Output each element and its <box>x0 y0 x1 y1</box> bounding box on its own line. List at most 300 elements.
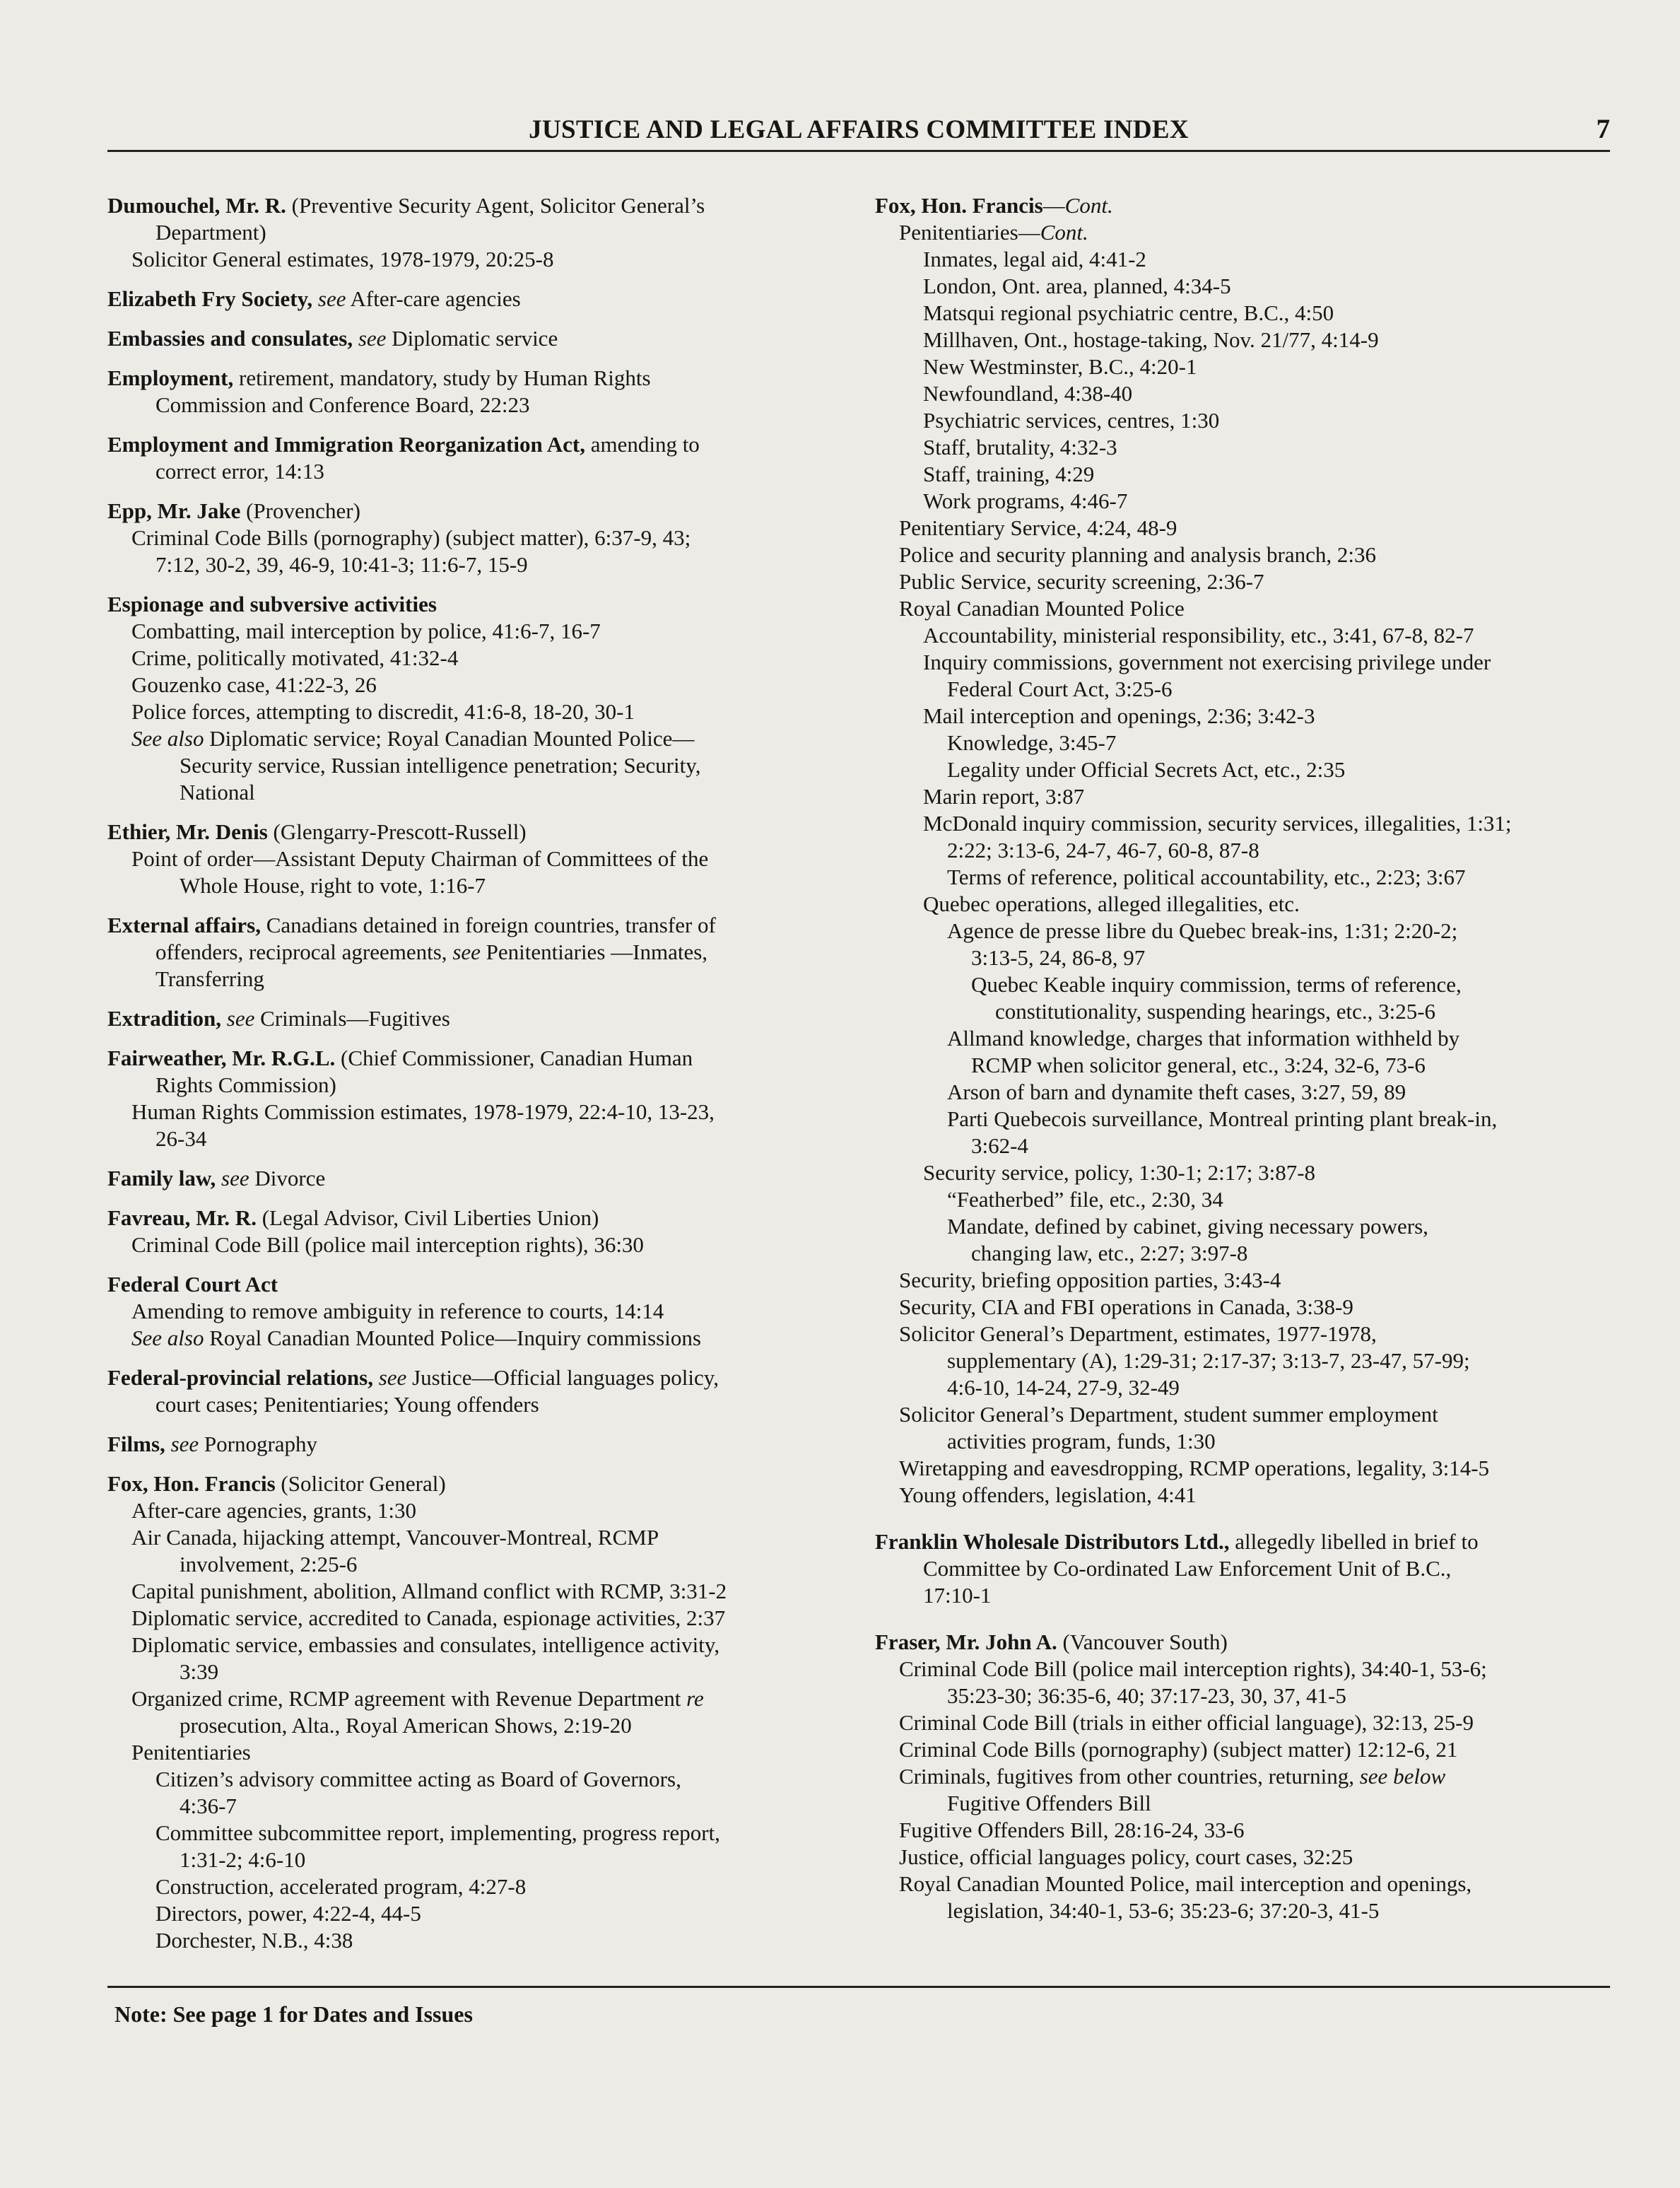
entry-subline <box>875 568 1610 595</box>
entry-italic: see <box>378 1365 407 1390</box>
entry-subline <box>107 1927 842 1954</box>
entry-term: Espionage and subversive activities <box>107 592 437 616</box>
entry-subline <box>875 434 1610 461</box>
entry-heading-line <box>107 1470 842 1497</box>
footer-note: Note: See page 1 for Dates and Issues <box>114 2001 473 2027</box>
entry-text: 2:22; 3:13-6, 24-7, 46-7, 60-8, 87-8 <box>947 838 1259 862</box>
entry-term: Elizabeth Fry Society, <box>107 286 313 311</box>
entry-subline <box>107 458 842 485</box>
entry-subline <box>875 1213 1610 1240</box>
entry-text: Allmand knowledge, charges that information withheld by <box>947 1026 1460 1051</box>
entry-italic: see <box>226 1006 255 1031</box>
entry-text: Penitentiaries <box>131 1740 251 1765</box>
entry-text: Construction, accelerated program, 4:27-8 <box>155 1874 527 1899</box>
entry-text: Committee by Co-ordinated Law Enforcement Unit of B.C., <box>923 1556 1452 1581</box>
entry-text: Terms of reference, political accountability, etc., 2:23; 3:67 <box>947 865 1466 889</box>
entry-subline <box>875 1133 1610 1159</box>
index-entry <box>107 1470 842 1954</box>
entry-subline <box>875 1817 1610 1844</box>
entry-text: (Provencher) <box>240 498 360 523</box>
entry-subline <box>875 1790 1610 1817</box>
entry-text: (Chief Commissioner, Canadian Human <box>335 1046 693 1070</box>
entry-subline <box>875 810 1610 837</box>
entry-text: Penitentiary Service, 4:24, 48-9 <box>899 515 1177 540</box>
entry-subline <box>107 752 842 779</box>
entry-subline <box>875 300 1610 327</box>
entry-subline <box>107 698 842 725</box>
index-entry <box>107 912 842 993</box>
entry-term: Favreau, Mr. R. <box>107 1205 257 1230</box>
entry-term: Fox, Hon. Francis <box>875 193 1043 218</box>
entry-text: Wiretapping and eavesdropping, RCMP operations, legality, 3:14-5 <box>899 1456 1490 1480</box>
entry-text: Committee subcommittee report, implementing, progress report, <box>155 1820 720 1845</box>
entry-text: (Legal Advisor, Civil Liberties Union) <box>256 1205 599 1230</box>
entry-text: Air Canada, hijacking attempt, Vancouver-Montreal, RCMP <box>131 1525 659 1550</box>
index-entry <box>107 1005 842 1032</box>
entry-text: Criminal Code Bill (police mail interception rights), 36:30 <box>131 1232 644 1257</box>
entry-text: legislation, 34:40-1, 53-6; 35:23-6; 37:20-3, 41-5 <box>947 1898 1380 1923</box>
entry-text: Parti Quebecois surveillance, Montreal printing plant break-in, <box>947 1106 1498 1131</box>
entry-text: Mail interception and openings, 2:36; 3:42-3 <box>923 703 1315 728</box>
entry-text: RCMP when solicitor general, etc., 3:24, 32-6, 73-6 <box>971 1053 1426 1077</box>
index-entry <box>107 1271 842 1352</box>
entry-subline <box>107 725 842 752</box>
entry-heading-line <box>107 498 842 525</box>
entry-text: 4:6-10, 14-24, 27-9, 32-49 <box>947 1375 1180 1400</box>
entry-text: Fugitive Offenders Bill <box>947 1791 1151 1815</box>
index-entry <box>107 286 842 312</box>
entry-subline <box>107 1685 842 1712</box>
index-entry <box>107 365 842 419</box>
entry-text: changing law, etc., 2:27; 3:97-8 <box>971 1241 1248 1265</box>
entry-heading-line <box>107 431 842 458</box>
entry-heading-line <box>107 1205 842 1232</box>
entry-heading-line <box>107 1005 842 1032</box>
entry-text: Criminals, fugitives from other countries, returning, <box>899 1764 1360 1789</box>
entry-text: 3:13-5, 24, 86-8, 97 <box>971 945 1146 970</box>
entry-text: Legality under Official Secrets Act, etc., 2:35 <box>947 757 1346 782</box>
entry-subline <box>107 1099 842 1125</box>
entry-subline <box>107 966 842 993</box>
entry-text: 26-34 <box>155 1126 207 1151</box>
entry-subline <box>107 1524 842 1551</box>
entry-subline <box>875 703 1610 730</box>
entry-subline <box>875 219 1610 246</box>
entry-text: Solicitor General’s Department, estimates, 1977-1978, <box>899 1321 1377 1346</box>
entry-text: Whole House, right to vote, 1:16-7 <box>180 873 486 898</box>
entry-heading-line <box>107 591 842 618</box>
entry-text: Security service, Russian intelligence penetration; Security, <box>180 753 701 778</box>
entry-subline <box>875 730 1610 756</box>
entry-text: Marin report, 3:87 <box>923 784 1085 809</box>
entry-subline <box>107 1325 842 1352</box>
entry-subline <box>875 622 1610 649</box>
entry-term: Fairweather, Mr. R.G.L. <box>107 1046 336 1070</box>
entry-heading-line <box>107 286 842 312</box>
index-entry <box>107 819 842 899</box>
entry-heading-line <box>107 912 842 939</box>
entry-heading-line <box>875 1528 1610 1555</box>
entry-term: Federal-provincial relations, <box>107 1365 373 1390</box>
entry-subline <box>107 1298 842 1325</box>
entry-subline <box>875 756 1610 783</box>
entry-subline <box>107 1232 842 1258</box>
index-entry <box>107 1431 842 1458</box>
index-entry <box>875 192 1610 1509</box>
entry-subline <box>875 649 1610 676</box>
entry-text: Justice, official languages policy, court cases, 32:25 <box>899 1844 1353 1869</box>
entry-text: Public Service, security screening, 2:36-7 <box>899 569 1264 594</box>
entry-subline <box>875 1428 1610 1455</box>
entry-subline <box>107 1820 842 1847</box>
entry-subline <box>107 1125 842 1152</box>
entry-subline <box>875 1079 1610 1106</box>
entry-subline <box>107 779 842 806</box>
entry-subline <box>107 1391 842 1418</box>
entry-subline <box>875 1186 1610 1213</box>
entry-italic: See also <box>131 726 204 751</box>
entry-subline <box>875 1709 1610 1736</box>
entry-text: London, Ont. area, planned, 4:34-5 <box>923 274 1231 298</box>
entry-term: Employment and Immigration Reorganization Act, <box>107 432 585 457</box>
entry-subline <box>107 1739 842 1766</box>
entry-subline <box>875 1240 1610 1267</box>
entry-text: Inmates, legal aid, 4:41-2 <box>923 247 1146 271</box>
entry-subline <box>107 1072 842 1099</box>
entry-subline <box>107 1497 842 1524</box>
entry-text: Human Rights Commission estimates, 1978-1979, 22:4-10, 13-23, <box>131 1099 715 1124</box>
entry-text: Fugitive Offenders Bill, 28:16-24, 33-6 <box>899 1818 1245 1842</box>
entry-subline <box>875 1656 1610 1683</box>
index-entry <box>875 1629 1610 1924</box>
entry-text: 4:36-7 <box>180 1794 237 1818</box>
entry-text: 35:23-30; 36:35-6, 40; 37:17-23, 30, 37, 41-5 <box>947 1683 1346 1708</box>
entry-subline <box>107 551 842 578</box>
entry-text: Matsqui regional psychiatric centre, B.C., 4:50 <box>923 300 1334 325</box>
entry-text: Canadians detained in foreign countries, transfer of <box>260 913 716 937</box>
entry-text: 17:10-1 <box>923 1583 992 1608</box>
entry-term: Federal Court Act <box>107 1272 278 1297</box>
entry-subline <box>875 1294 1610 1321</box>
entry-subline <box>875 1555 1610 1582</box>
entry-text: activities program, funds, 1:30 <box>947 1429 1216 1453</box>
entry-subline <box>107 618 842 645</box>
entry-subline <box>875 461 1610 488</box>
index-entry <box>107 192 842 273</box>
index-column-left <box>107 192 842 1967</box>
entry-text: Organized crime, RCMP agreement with Revenue Department <box>131 1686 687 1711</box>
index-entry <box>107 591 842 806</box>
entry-text: Penitentiaries— <box>899 220 1040 245</box>
entry-subline <box>107 1712 842 1739</box>
entry-text: Security, CIA and FBI operations in Canada, 3:38-9 <box>899 1294 1353 1319</box>
entry-text: Divorce <box>249 1166 326 1190</box>
entry-subline <box>875 944 1610 971</box>
entry-heading-line <box>107 1271 842 1298</box>
running-title: JUSTICE AND LEGAL AFFAIRS COMMITTEE INDEX <box>529 115 1189 144</box>
entry-text: involvement, 2:25-6 <box>180 1552 358 1576</box>
entry-subline <box>875 1844 1610 1871</box>
entry-text: Security service, policy, 1:30-1; 2:17; 3:87-8 <box>923 1160 1316 1185</box>
entry-text: Department) <box>155 220 266 245</box>
entry-italic: see <box>317 286 346 311</box>
entry-subline <box>875 1683 1610 1709</box>
entry-subline <box>107 219 842 246</box>
entry-text: (Vancouver South) <box>1057 1630 1228 1654</box>
entry-text: Pornography <box>199 1432 318 1456</box>
entry-text: Solicitor General’s Department, student summer employment <box>899 1402 1438 1427</box>
entry-text: Newfoundland, 4:38-40 <box>923 381 1133 406</box>
entry-heading-line <box>107 1165 842 1192</box>
entry-term: Epp, Mr. Jake <box>107 498 241 523</box>
entry-heading-line <box>107 1431 842 1458</box>
entry-text: Amending to remove ambiguity in reference to courts, 14:14 <box>131 1299 664 1323</box>
entry-text: Capital punishment, abolition, Allmand conflict with RCMP, 3:31-2 <box>131 1579 727 1603</box>
entry-text: 1:31-2; 4:6-10 <box>180 1847 306 1872</box>
entry-text: Dorchester, N.B., 4:38 <box>155 1928 353 1953</box>
entry-italic: re <box>686 1686 704 1711</box>
entry-text: “Featherbed” file, etc., 2:30, 34 <box>947 1187 1223 1212</box>
entry-subline <box>107 672 842 698</box>
entry-italic: see <box>358 326 387 351</box>
entry-subline <box>107 1551 842 1578</box>
entry-text: Quebec Keable inquiry commission, terms of reference, <box>971 972 1462 997</box>
entry-text: Criminal Code Bills (pornography) (subject matter) 12:12-6, 21 <box>899 1737 1458 1762</box>
entry-text: (Glengarry-Prescott-Russell) <box>267 819 527 844</box>
entry-text: allegedly libelled in brief to <box>1229 1529 1479 1554</box>
entry-text <box>312 286 318 311</box>
entry-subline <box>107 1766 842 1793</box>
entry-subline <box>875 891 1610 918</box>
entry-subline <box>875 380 1610 407</box>
entry-subline <box>875 1455 1610 1482</box>
entry-subline <box>107 1793 842 1820</box>
entry-text: After-care agencies <box>346 286 521 311</box>
entry-term: Embassies and consulates, <box>107 326 353 351</box>
entry-term: Dumouchel, Mr. R. <box>107 193 286 218</box>
index-entry <box>107 431 842 485</box>
entry-subline <box>875 488 1610 515</box>
entry-term: Employment, <box>107 365 234 390</box>
entry-subline <box>107 1632 842 1658</box>
entry-heading-line <box>107 1364 842 1391</box>
entry-text: Diplomatic service, embassies and consulates, intelligence activity, <box>131 1632 720 1657</box>
entry-subline <box>875 1106 1610 1133</box>
entry-subline <box>107 1605 842 1632</box>
entry-italic: see <box>170 1432 199 1456</box>
entry-text: 3:39 <box>180 1659 219 1684</box>
entry-text: offenders, reciprocal agreements, <box>155 940 453 964</box>
index-entry <box>107 1364 842 1418</box>
entry-text: Knowledge, 3:45-7 <box>947 730 1117 755</box>
entry-subline <box>875 676 1610 703</box>
entry-subline <box>875 273 1610 300</box>
entry-text: (Preventive Security Agent, Solicitor General’s <box>286 193 705 218</box>
page-header <box>107 113 1610 152</box>
entry-subline <box>875 1025 1610 1052</box>
entry-text: Criminal Code Bills (pornography) (subject matter), 6:37-9, 43; <box>131 525 691 550</box>
entry-heading-line <box>107 192 842 219</box>
entry-subline <box>875 1159 1610 1186</box>
entry-subline <box>875 1401 1610 1428</box>
entry-heading-line <box>875 1629 1610 1656</box>
entry-subline <box>107 246 842 273</box>
entry-italic: see below <box>1359 1764 1446 1789</box>
entry-text: Penitentiaries —Inmates, <box>480 940 708 964</box>
entry-text <box>216 1166 221 1190</box>
entry-text: Millhaven, Ont., hostage-taking, Nov. 21/77, 4:14-9 <box>923 327 1379 352</box>
entry-subline <box>875 542 1610 568</box>
entry-subline <box>107 1900 842 1927</box>
entry-text: Commission and Conference Board, 22:23 <box>155 392 530 417</box>
entry-subline <box>875 1482 1610 1509</box>
entry-subline <box>107 525 842 551</box>
footer-rule <box>107 1986 1610 1988</box>
entry-text: — <box>1042 193 1065 218</box>
entry-term: Films, <box>107 1432 165 1456</box>
entry-text: Solicitor General estimates, 1978-1979, 20:25-8 <box>131 247 554 271</box>
entry-text: retirement, mandatory, study by Human Rights <box>233 365 651 390</box>
entry-subline <box>875 327 1610 353</box>
entry-text: correct error, 14:13 <box>155 459 324 484</box>
entry-subline <box>875 837 1610 864</box>
entry-text: Royal Canadian Mounted Police, mail interception and openings, <box>899 1871 1472 1896</box>
entry-text: New Westminster, B.C., 4:20-1 <box>923 354 1197 379</box>
entry-subline <box>875 1321 1610 1347</box>
entry-text: 7:12, 30-2, 39, 46-9, 10:41-3; 11:6-7, 15-9 <box>155 552 528 577</box>
entry-text: Criminals—Fugitives <box>254 1006 450 1031</box>
entry-text <box>353 326 358 351</box>
entry-text: Rights Commission) <box>155 1072 336 1097</box>
entry-text: Royal Canadian Mounted Police—Inquiry commissions <box>204 1326 701 1350</box>
entry-subline <box>875 1052 1610 1079</box>
entry-text: Criminal Code Bill (police mail interception rights), 34:40-1, 53-6; <box>899 1656 1487 1681</box>
entry-text: Directors, power, 4:22-4, 44-5 <box>155 1901 421 1926</box>
entry-subline <box>875 998 1610 1025</box>
entry-text: Quebec operations, alleged illegalities, etc. <box>923 891 1300 916</box>
entry-text: After-care agencies, grants, 1:30 <box>131 1498 417 1523</box>
page-number: 7 <box>1596 114 1610 144</box>
index-column-right <box>875 192 1610 1937</box>
entry-text: Federal Court Act, 3:25-6 <box>947 677 1173 701</box>
entry-subline <box>875 1736 1610 1763</box>
entry-term: Fraser, Mr. John A. <box>875 1630 1057 1654</box>
entry-text: Agence de presse libre du Quebec break-ins, 1:31; 2:20-2; <box>947 918 1458 943</box>
entry-subline <box>875 1871 1610 1897</box>
entry-term: Fox, Hon. Francis <box>107 1471 276 1496</box>
entry-subline <box>107 846 842 872</box>
entry-subline <box>107 939 842 966</box>
entry-text: McDonald inquiry commission, security services, illegalities, 1:31; <box>923 811 1512 836</box>
entry-subline <box>875 353 1610 380</box>
entry-text: Police forces, attempting to discredit, 41:6-8, 18-20, 30-1 <box>131 699 635 724</box>
entry-text: amending to <box>585 432 700 457</box>
entry-subline <box>107 1658 842 1685</box>
entry-text: Citizen’s advisory committee acting as Board of Governors, <box>155 1767 681 1791</box>
entry-text: Work programs, 4:46-7 <box>923 489 1128 513</box>
entry-subline <box>875 515 1610 542</box>
entry-subline <box>875 971 1610 998</box>
index-entry <box>107 1205 842 1258</box>
entry-text: Criminal Code Bill (trials in either official language), 32:13, 25-9 <box>899 1710 1474 1735</box>
entry-subline <box>107 872 842 899</box>
entry-text <box>165 1432 171 1456</box>
entry-heading-line <box>107 1045 842 1072</box>
entry-text: Security, briefing opposition parties, 3:43-4 <box>899 1268 1281 1292</box>
entry-subline <box>875 1267 1610 1294</box>
entry-italic: see <box>452 940 481 964</box>
entry-italic: Cont. <box>1040 220 1088 245</box>
entry-text: 3:62-4 <box>971 1133 1028 1158</box>
entry-italic: Cont. <box>1064 193 1113 218</box>
entry-heading-line <box>107 819 842 846</box>
entry-subline <box>875 595 1610 622</box>
entry-text: Diplomatic service; Royal Canadian Mounted Police— <box>204 726 695 751</box>
entry-subline <box>875 1582 1610 1609</box>
entry-subline <box>875 864 1610 891</box>
entry-text: Staff, training, 4:29 <box>923 462 1095 486</box>
entry-text: Diplomatic service, accredited to Canada, espionage activities, 2:37 <box>131 1605 726 1630</box>
entry-heading-line <box>875 192 1610 219</box>
entry-subline <box>875 1374 1610 1401</box>
index-entry <box>107 1165 842 1192</box>
entry-text: (Solicitor General) <box>275 1471 446 1496</box>
entry-subline <box>875 918 1610 944</box>
entry-text: Psychiatric services, centres, 1:30 <box>923 408 1220 433</box>
entry-subline <box>875 1347 1610 1374</box>
entry-subline <box>875 246 1610 273</box>
entry-subline <box>107 392 842 419</box>
entry-italic: see <box>221 1166 249 1190</box>
entry-subline <box>107 1847 842 1873</box>
entry-term: Franklin Wholesale Distributors Ltd., <box>875 1529 1230 1554</box>
entry-heading-line <box>107 365 842 392</box>
entry-text: Justice—Official languages policy, <box>406 1365 719 1390</box>
entry-text: Diplomatic service <box>386 326 558 351</box>
entry-term: External affairs, <box>107 913 261 937</box>
entry-term: Ethier, Mr. Denis <box>107 819 268 844</box>
entry-text: Arson of barn and dynamite theft cases, 3:27, 59, 89 <box>947 1080 1406 1104</box>
index-entry <box>107 498 842 578</box>
entry-text: Staff, brutality, 4:32-3 <box>923 435 1117 460</box>
entry-text: Young offenders, legislation, 4:41 <box>899 1482 1197 1507</box>
index-entry <box>875 1528 1610 1609</box>
entry-heading-line <box>107 325 842 352</box>
entry-text: National <box>180 780 255 805</box>
entry-text <box>221 1006 227 1031</box>
entry-text: court cases; Penitentiaries; Young offenders <box>155 1392 539 1417</box>
entry-text: constitutionality, suspending hearings, etc., 3:25-6 <box>995 999 1436 1024</box>
index-entry <box>107 1045 842 1152</box>
entry-text: Accountability, ministerial responsibility, etc., 3:41, 67-8, 82-7 <box>923 623 1474 648</box>
entry-subline <box>875 783 1610 810</box>
entry-subline <box>107 1873 842 1900</box>
entry-subline <box>107 645 842 672</box>
entry-text: Inquiry commissions, government not exercising privilege under <box>923 650 1491 674</box>
entry-text: Royal Canadian Mounted Police <box>899 596 1185 621</box>
entry-text: prosecution, Alta., Royal American Shows, 2:19-20 <box>180 1713 632 1738</box>
entry-text: Police and security planning and analysis branch, 2:36 <box>899 542 1376 567</box>
entry-text: Point of order—Assistant Deputy Chairman of Committees of the <box>131 846 709 871</box>
entry-text <box>373 1365 379 1390</box>
entry-subline <box>875 1763 1610 1790</box>
entry-text: supplementary (A), 1:29-31; 2:17-37; 3:13-7, 23-47, 57-99; <box>947 1348 1470 1373</box>
entry-subline <box>107 1578 842 1605</box>
entry-text: Combatting, mail interception by police, 41:6-7, 16-7 <box>131 619 601 643</box>
entry-italic: See also <box>131 1326 204 1350</box>
entry-text: Transferring <box>155 966 264 991</box>
entry-subline <box>875 407 1610 434</box>
